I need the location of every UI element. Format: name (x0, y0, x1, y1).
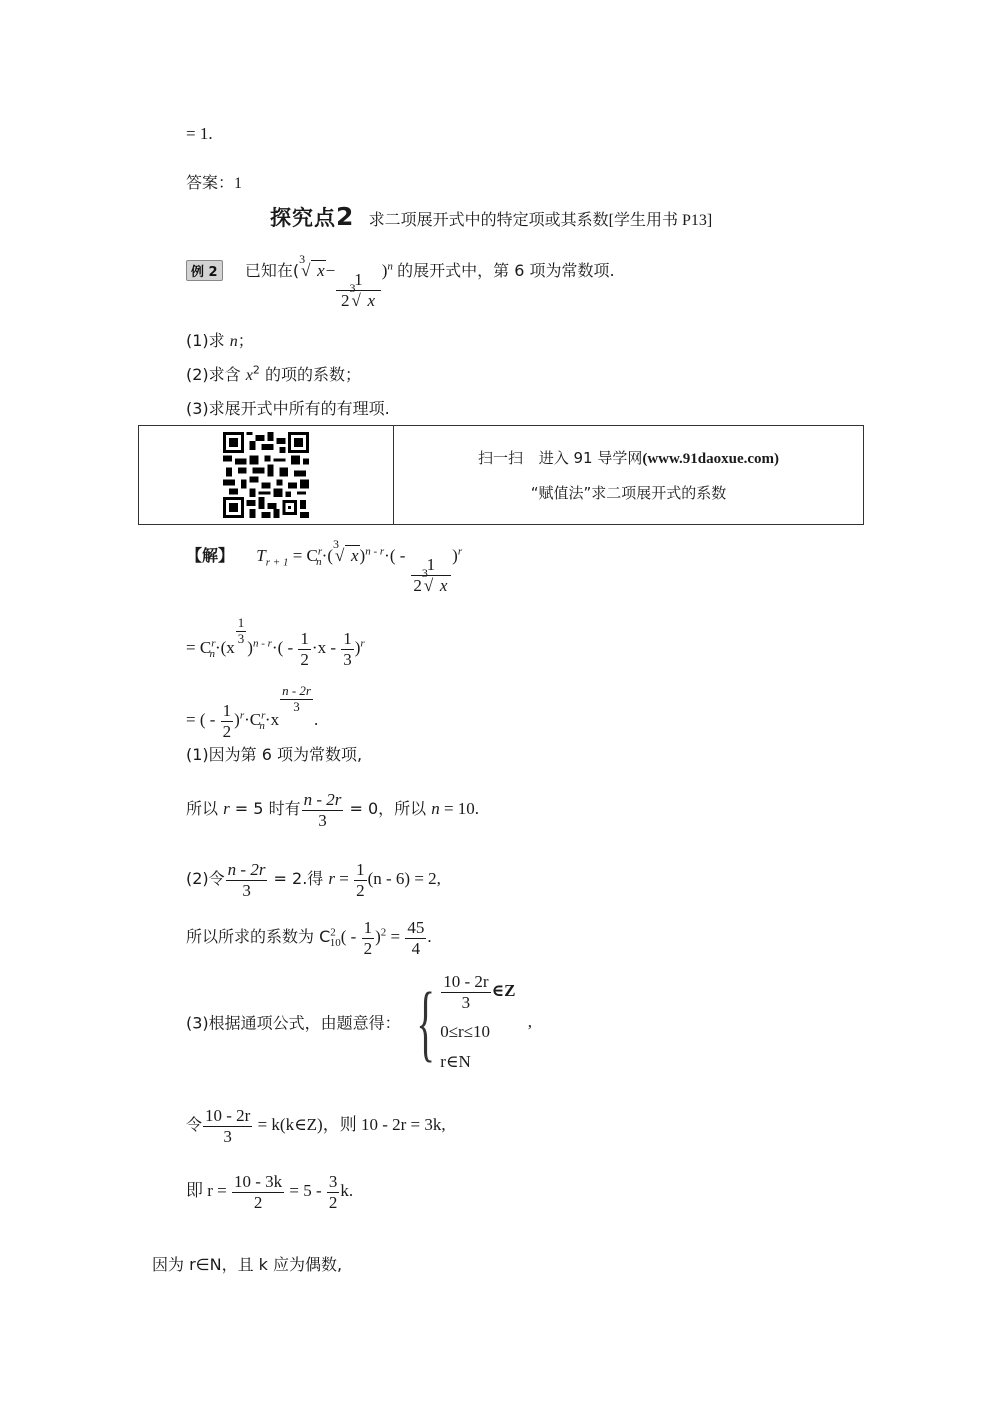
den-root-var: x (367, 291, 375, 310)
end: . (313, 709, 319, 729)
frac-num: 1 (222, 700, 232, 720)
n: n (431, 798, 440, 818)
part3: ·x - (311, 637, 341, 657)
C-sup: r (211, 637, 216, 650)
dot-paren: ·( (321, 546, 333, 565)
question-sup: 2 (252, 363, 260, 377)
eq: = (386, 926, 405, 946)
exp-fraction (280, 684, 313, 715)
den-root-var: x (439, 576, 448, 595)
root-index: 3 (333, 537, 339, 551)
question-suffix: ； (237, 331, 254, 350)
qr-info-line-2: “赋值法”求二项展开式的系数 (530, 484, 727, 502)
minus-sign: − (325, 261, 336, 280)
eq-C: = C (288, 546, 318, 565)
r: r (328, 868, 336, 888)
exponent-n: n (387, 260, 393, 273)
frac-num: 10 - 3k (234, 1172, 283, 1191)
frac-den: 3 (343, 649, 352, 669)
T-sub: r + 1 (265, 556, 289, 569)
den-root (421, 566, 449, 596)
previous-result-line (186, 124, 213, 144)
solution-line-3: = ( - $\frac{1}{2}$ )$^r\cdot C^r_n\cdot x$ $\frac{n - 2r}{3}$ . (186, 683, 319, 741)
example-badge-label: 例 (191, 265, 205, 280)
close-exp: r (457, 545, 463, 558)
radical-icon: √ (351, 291, 361, 310)
end2: = 10. (439, 798, 480, 818)
qr-info-line-1 (478, 447, 779, 468)
frac-num: 3 (328, 1172, 338, 1191)
end: k. (340, 1180, 354, 1200)
result-fraction (405, 918, 426, 958)
end1: = 0，所以 (344, 798, 432, 818)
fraction-1 (298, 629, 311, 669)
mid: ·( - (384, 546, 410, 565)
den-coef: 2 (340, 291, 350, 310)
question-var: n (229, 333, 238, 350)
start: 令 (186, 1114, 203, 1134)
frac-num: 1 (343, 628, 352, 648)
frac-num: 1 (411, 555, 452, 576)
question-3 (186, 396, 390, 419)
frac-den: 2 (328, 1192, 338, 1212)
fraction (411, 555, 452, 595)
part2-line-b: 所以所求的系数为 $C^2_{10}$( - $\frac{1}{2}$ )$^2$ = $\frac{45}{4}$ . (186, 918, 432, 958)
exp: r (239, 709, 245, 722)
frac-num: 45 (407, 918, 425, 937)
eq: = (335, 868, 354, 888)
C-sub: n (316, 556, 322, 569)
part1-line-a: (1)因为第 6 项为常数项, (186, 745, 363, 764)
end: . (427, 926, 432, 946)
frac-den: 2 (356, 880, 365, 900)
question-prefix: (3)求展开式中所有的有理项. (186, 399, 390, 418)
condition-system (405, 972, 516, 1072)
frac-den: 3 (223, 1126, 232, 1146)
frac-num: 1 (356, 860, 365, 879)
den-root (349, 281, 376, 311)
den-root-index: 3 (421, 566, 428, 580)
start: (2)令 (186, 868, 225, 888)
C-sub: n (259, 720, 265, 733)
start: (3)根据通项公式，由题意得： (186, 1013, 401, 1033)
qr-code-icon[interactable] (223, 432, 309, 518)
C-sub: 10 (329, 937, 341, 950)
qr-cell (139, 426, 394, 524)
start: 所以所求的系数为 C (186, 926, 331, 946)
question-prefix: (1)求 (186, 331, 230, 350)
fraction (302, 790, 344, 830)
frac-den: 3 (318, 810, 327, 830)
start: = ( - (186, 709, 220, 729)
fraction (203, 1106, 252, 1146)
enter-site-text: 进入 91 导学网 (538, 449, 643, 467)
x: ·x (264, 709, 280, 729)
fraction (226, 860, 268, 900)
fraction-2 (341, 629, 354, 669)
end: , (527, 1012, 532, 1032)
example-statement: 例 2 已知在( 3 √ x− 1 2 3 √ x )$^n$ 的展开式中，第 6 项为常数项. (186, 258, 615, 311)
example-intro: 已知在( (244, 261, 300, 280)
radical-icon: √ (335, 546, 345, 565)
example-badge-number: 2 (208, 265, 218, 280)
frac-den: 2 (253, 1192, 263, 1212)
frac-den: 2 (222, 721, 232, 741)
section-ref-text: 学生用书 (614, 210, 679, 229)
frac-den: 3 (461, 992, 471, 1012)
frac-num: 10 - 2r (443, 972, 489, 991)
solution-line-2: = $C^r_n\cdot(x$ $\frac{1}{3}$ )$^{n - r}$·( - $\frac{1}{2}$ ·x - $\frac{1}{3}$ )$^r$ (186, 615, 365, 669)
start: = C (186, 637, 212, 657)
den-root-index: 3 (349, 281, 356, 295)
solution-line-1: 【解】 $T_{r + 1} = C^r_n\cdot$( 3 √ x)$^{n - r}$·( - 1 2 3 √ x )$^r$ (186, 537, 463, 595)
frac-num: 1 (300, 628, 309, 648)
section-number: 2 (336, 202, 355, 231)
C-sup: 2 (330, 926, 336, 939)
fraction (232, 1172, 284, 1212)
section-ref-open: [ (608, 212, 614, 229)
mid: = 2.得 (268, 868, 329, 888)
C-sup: r (261, 709, 266, 722)
r: r (223, 798, 230, 818)
question-var: x (245, 367, 253, 384)
scan-text: 扫一扫 (477, 449, 523, 467)
end: (n - 6) = 2, (367, 868, 441, 888)
fraction (336, 270, 381, 310)
radical-icon: √ (301, 261, 311, 280)
mid: = 5 - (285, 1180, 326, 1200)
answer-line (186, 170, 242, 193)
frac-den: 4 (411, 938, 421, 958)
frac-den: 3 (293, 698, 300, 714)
T-term: T (256, 546, 266, 565)
mid: ·C (244, 709, 262, 729)
root-index: 3 (299, 252, 306, 266)
frac-den (411, 566, 452, 596)
exp-fraction (236, 616, 247, 647)
fraction-3-2 (327, 1172, 340, 1212)
start: 即 r = (186, 1180, 231, 1200)
part2-line-a (186, 860, 441, 900)
answer-value: 1 (234, 175, 243, 192)
cube-root-x (299, 252, 326, 281)
question-1 (186, 328, 254, 351)
part3-line-c (186, 1172, 353, 1212)
mid: = 5 时有 (229, 798, 301, 818)
question-2 (186, 362, 361, 385)
question-prefix: (2)求含 (186, 365, 246, 384)
frac-num: 1 (336, 270, 381, 291)
site-url-link[interactable]: (www.91daoxue.com) (642, 451, 780, 467)
frac-num: n - 2r (303, 790, 342, 809)
frac-den (336, 281, 381, 311)
frac-num: n - 2r (282, 683, 311, 698)
conditions (440, 972, 515, 1072)
section-title: 探究点 (270, 206, 336, 230)
part1: ·(x (214, 637, 235, 657)
left-brace-icon: { (416, 974, 435, 1071)
example-after: 的展开式中，第 6 项为常数项. (397, 261, 615, 280)
exp: n - r (252, 637, 272, 650)
root-var: x (317, 261, 325, 280)
part2: ·( - (271, 637, 298, 657)
close-exp: r (360, 637, 365, 650)
section-heading (270, 202, 712, 232)
solution-label: 【解】 (186, 546, 235, 565)
frac-num: 10 - 2r (205, 1106, 251, 1125)
frac-den: 3 (237, 630, 245, 646)
part3-line-d: 因为 r∈N，且 k 应为偶数, (152, 1255, 343, 1274)
fraction-half (354, 860, 367, 900)
answer-label: 答案： (186, 173, 235, 192)
part3-line-a (186, 972, 532, 1072)
mid: ( - (340, 926, 361, 946)
part1-line-b (186, 790, 479, 830)
radical-icon: √ (423, 576, 434, 595)
C-sup: r (317, 545, 323, 558)
cube-root-x (333, 537, 360, 566)
section-subtitle: 求二项展开式中的特定项或其系数 (368, 210, 609, 229)
frac-den: 2 (300, 649, 309, 669)
frac-num: 1 (363, 918, 373, 937)
square: 2 (380, 926, 387, 939)
qr-panel (138, 425, 864, 525)
part3-line-b (186, 1106, 446, 1146)
C-sub: n (209, 648, 215, 661)
condition-3: r∈N (440, 1052, 471, 1072)
question-suffix: 的项的系数； (259, 365, 361, 384)
previous-result: = 1. (186, 124, 213, 143)
root-var: x (351, 546, 359, 565)
section-ref-page: P13] (678, 212, 713, 229)
fraction (362, 918, 375, 958)
example-badge (186, 260, 223, 281)
den-coef: 2 (413, 576, 422, 595)
start: 所以 (186, 798, 224, 818)
condition-1 (440, 972, 515, 1012)
frac-num: 1 (237, 615, 245, 630)
mid: = k(k∈Z)，则 10 - 2r = 3k, (253, 1114, 446, 1134)
exp: n - r (365, 545, 385, 558)
qr-info-cell (394, 426, 863, 524)
frac-den: 3 (242, 880, 251, 900)
fraction (221, 701, 234, 741)
condition-2: 0≤r≤10 (440, 1022, 491, 1042)
fraction (441, 972, 490, 1012)
c1-tail: ∈Z (491, 980, 516, 1000)
frac-num: n - 2r (227, 860, 266, 879)
frac-den: 2 (363, 938, 373, 958)
